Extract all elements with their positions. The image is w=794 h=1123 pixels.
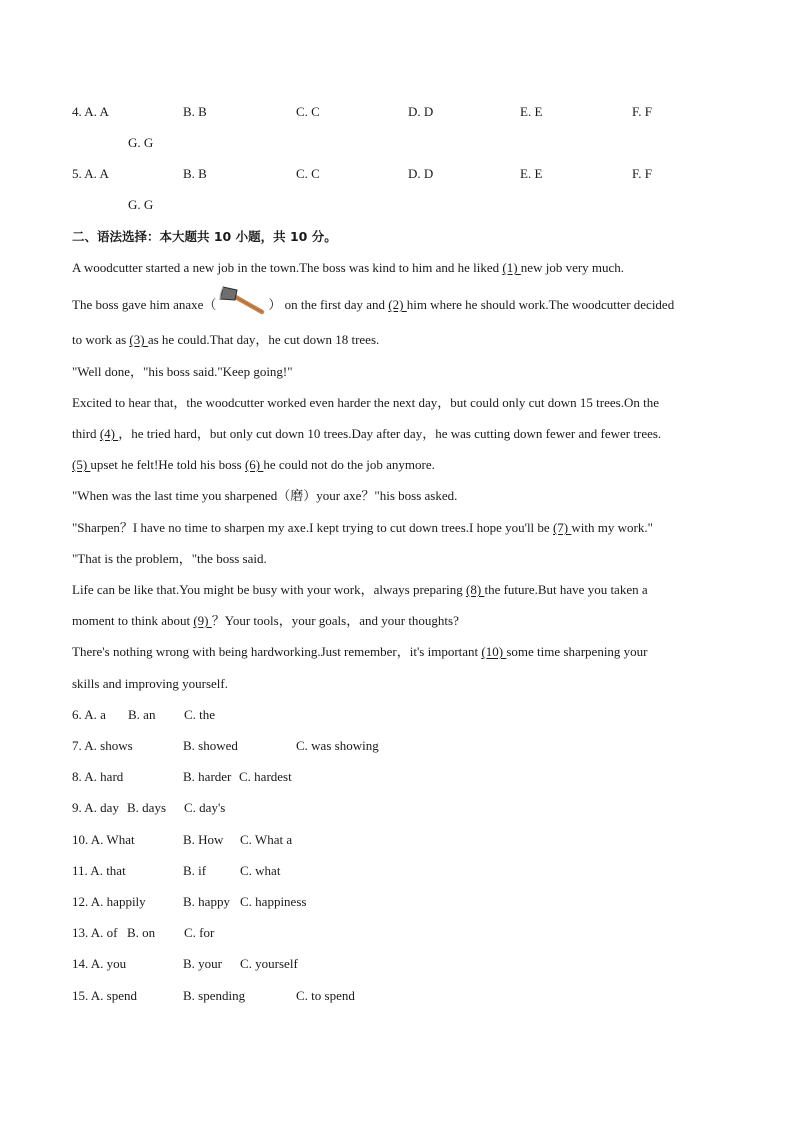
option-f: F. F [632, 166, 652, 181]
choice-c: C. What a [240, 832, 293, 847]
blank-10: (10) [481, 644, 507, 659]
choice-a: 9. A. day [72, 800, 119, 815]
choice-c: C. hardest [239, 769, 292, 784]
option-c: C. C [296, 166, 320, 181]
choice-c: C. for [184, 925, 215, 940]
choice-a: 6. A. a [72, 707, 106, 722]
blank-1: (1) [502, 260, 521, 275]
passage-line: "Well done，"his boss said."Keep going!" [72, 364, 293, 379]
choice-c: C. to spend [296, 988, 355, 1003]
choice-a: 15. A. spend [72, 988, 137, 1003]
option-a: 4. A. A [72, 104, 109, 119]
blank-5: (5) [72, 457, 91, 472]
passage-line: to work as (3) as he could.That day，he cut down 18 trees. [72, 332, 380, 347]
passage-line: third (4) ，he tried hard，but only cut down 10 trees.Day after day，he was cutting down fewer and fewer trees. [72, 426, 662, 441]
choice-a: 13. A. of [72, 925, 118, 940]
choice-c: C. what [240, 863, 281, 878]
choice-b: B. happy [183, 894, 230, 909]
passage-line: There's nothing wrong with being hardworking.Just remember，it's important (10) some time sharpening your [72, 644, 648, 659]
choice-b: B. spending [183, 988, 246, 1003]
choice-b: B. days [127, 800, 166, 815]
passage-line: skills and improving yourself. [72, 676, 228, 691]
section-heading: 二、语法选择：本大题共 10 小题，共 10 分。 [72, 229, 337, 244]
blank-9: (9) [193, 613, 212, 628]
passage-line: A woodcutter started a new job in the town.The boss was kind to him and he liked (1) new job very much. [72, 260, 625, 275]
choice-b: B. harder [183, 769, 232, 784]
passage-line: "When was the last time you sharpened（磨）your axe？"his boss asked. [72, 488, 458, 503]
blank-2: (2) [388, 296, 407, 312]
passage-line: The boss gave him anaxe（ ） on the first day and (2) him where he should work.The woodcutter decided [72, 296, 674, 316]
choice-c: C. was showing [296, 738, 379, 753]
blank-6: (6) [244, 457, 264, 472]
axe-icon [218, 286, 266, 316]
choice-b: B. an [128, 707, 156, 722]
blank-7: (7) [552, 520, 572, 535]
passage-line: "That is the problem，"the boss said. [72, 551, 267, 566]
choice-a: 8. A. hard [72, 769, 124, 784]
option-g: G. G [128, 197, 154, 212]
choice-a: 7. A. shows [72, 738, 133, 753]
choice-c: C. yourself [240, 956, 298, 971]
choice-b: B. showed [183, 738, 238, 753]
option-e: E. E [520, 166, 543, 181]
passage-line: moment to think about (9) ？Your tools，your goals，and your thoughts? [72, 613, 459, 628]
choice-a: 14. A. you [72, 956, 127, 971]
choice-a: 10. A. What [72, 832, 135, 847]
passage-line: Excited to hear that，the woodcutter worked even harder the next day，but could only cut down 15 trees.On the [72, 395, 659, 410]
passage-line: "Sharpen？I have no time to sharpen my axe.I kept trying to cut down trees.I hope you'll be (7) with my work." [72, 520, 653, 535]
option-d: D. D [408, 104, 434, 119]
blank-8: (8) [466, 582, 485, 597]
option-b: B. B [183, 166, 207, 181]
option-c: C. C [296, 104, 320, 119]
option-g: G. G [128, 135, 154, 150]
option-e: E. E [520, 104, 543, 119]
choice-c: C. happiness [240, 894, 307, 909]
choice-b: B. on [127, 925, 156, 940]
passage-line: Life can be like that.You might be busy with your work，always preparing (8) the future.But have you taken a [72, 582, 648, 597]
choice-c: C. day's [184, 800, 226, 815]
choice-b: B. your [183, 956, 222, 971]
option-d: D. D [408, 166, 434, 181]
option-f: F. F [632, 104, 652, 119]
passage-line: (5) upset he felt!He told his boss (6) he could not do the job anymore. [72, 457, 435, 472]
choice-a: 12. A. happily [72, 894, 146, 909]
choice-b: B. if [183, 863, 207, 878]
choice-b: B. How [183, 832, 224, 847]
option-b: B. B [183, 104, 207, 119]
blank-4: (4) [99, 426, 119, 441]
option-a: 5. A. A [72, 166, 109, 181]
choice-c: C. the [184, 707, 216, 722]
choice-a: 11. A. that [72, 863, 126, 878]
blank-3: (3) [129, 332, 148, 347]
